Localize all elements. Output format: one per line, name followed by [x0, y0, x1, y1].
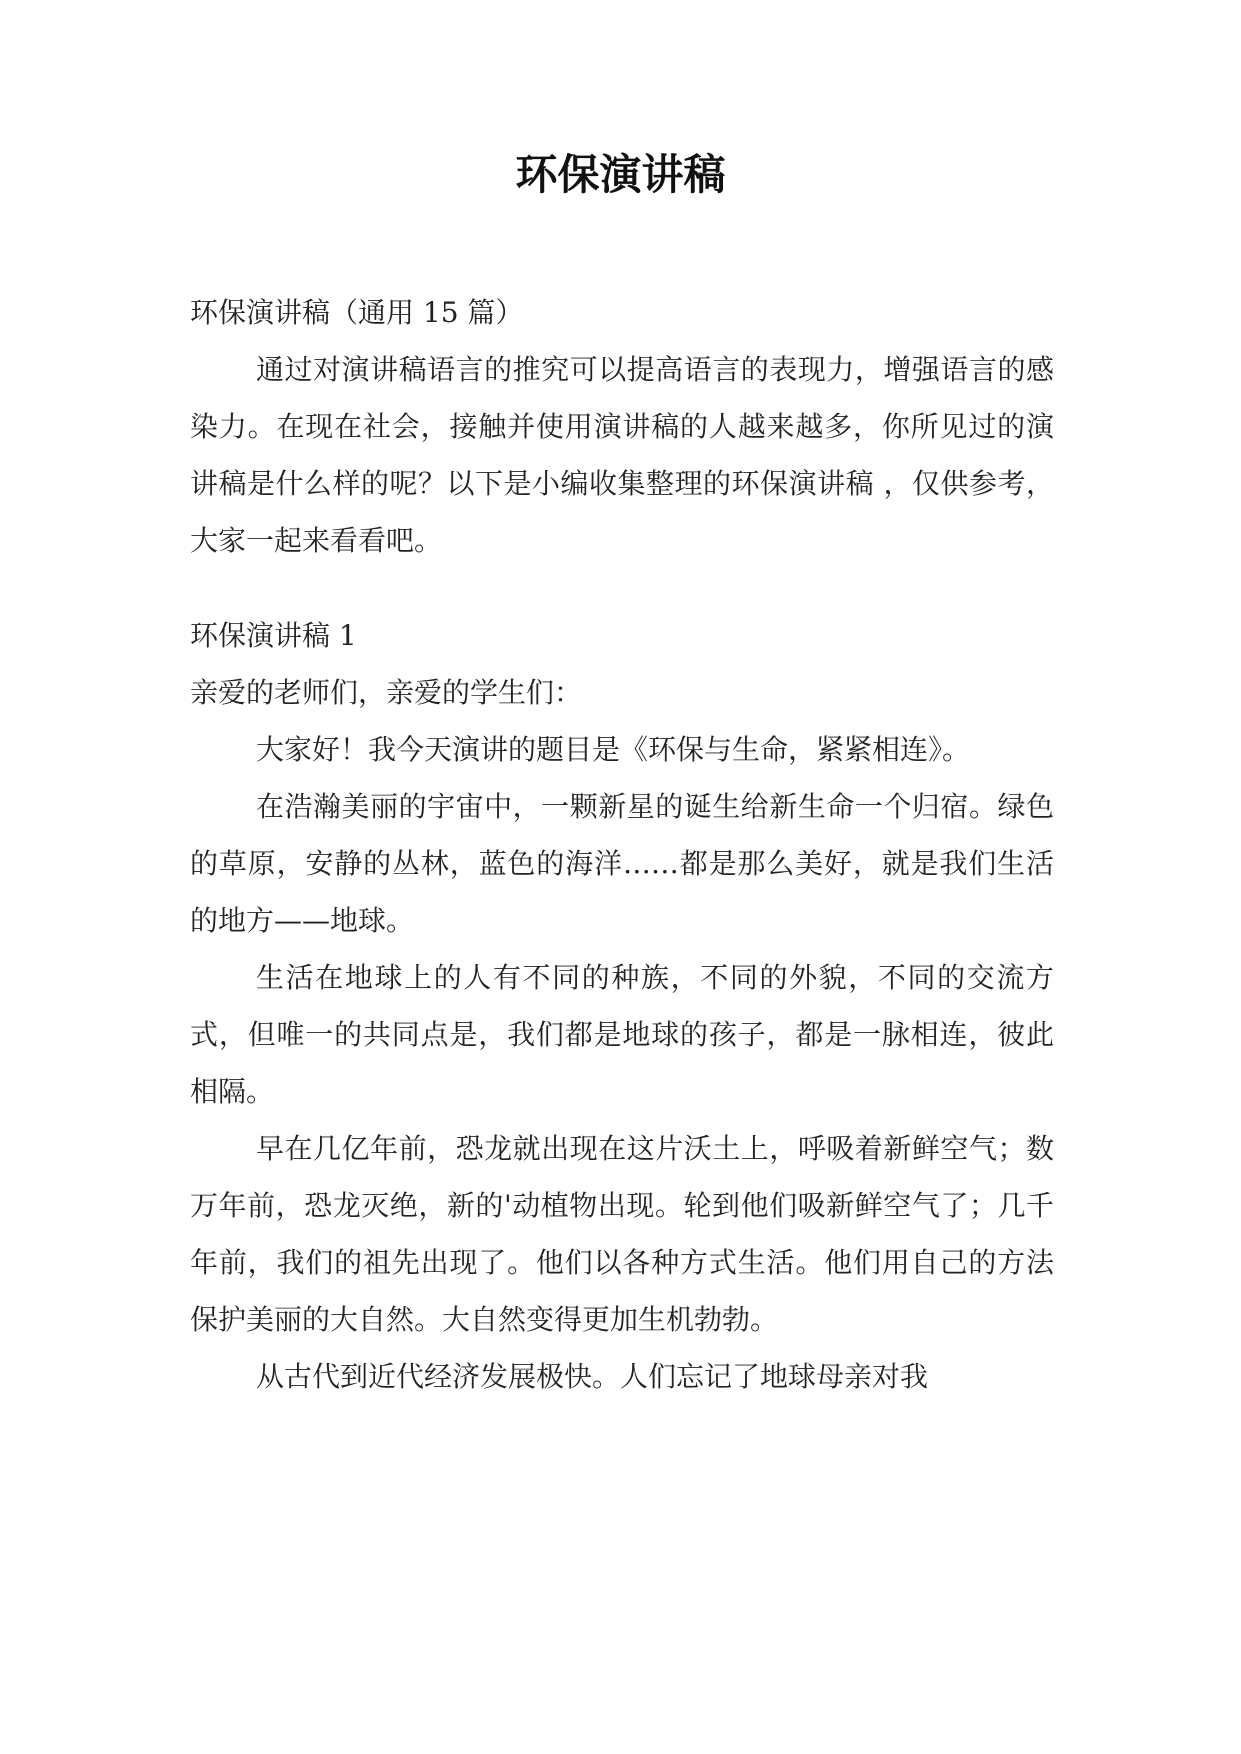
speech-paragraph: 在浩瀚美丽的宇宙中，一颗新星的诞生给新生命一个归宿。绿色的草原，安静的丛林，蓝色的海洋……都是那么美好，就是我们生活的地方——地球。	[190, 790, 1054, 937]
speech-paragraph: 生活在地球上的人有不同的种族，不同的外貌，不同的交流方式，但唯一的共同点是，我们都是地球的孩子，都是一脉相连，彼此相隔。	[190, 961, 1054, 1108]
section-spacer	[190, 569, 1054, 607]
section-heading: 环保演讲稿 1	[190, 619, 357, 652]
intro-paragraph: 通过对演讲稿语言的推究可以提高语言的表现力，增强语言的感染力。在现在社会，接触并使用演讲稿的人越来越多，你所见过的演讲稿是什么样的呢？以下是小编收集整理的环保演讲稿 ，仅供参考，大家一起来看看吧。	[190, 353, 1054, 557]
document-subtitle: 环保演讲稿（通用 15 篇）	[190, 296, 524, 329]
speech-paragraph: 早在几亿年前，恐龙就出现在这片沃土上，呼吸着新鲜空气；数万年前，恐龙灭绝，新的'动植物出现。轮到他们吸新鲜空气了；几千年前，我们的祖先出现了。他们以各种方式生活。他们用自己的方法保护美丽的大自然。大自然变得更加生机勃勃。	[190, 1132, 1054, 1336]
speech-paragraph: 大家好！我今天演讲的题目是《环保与生命，紧紧相连》。	[256, 733, 971, 766]
document-body	[190, 284, 1054, 1405]
document-title: 环保演讲稿	[515, 150, 726, 199]
greeting-line: 亲爱的老师们，亲爱的学生们：	[190, 676, 583, 709]
speech-paragraph: 从古代到近代经济发展极快。人们忘记了地球母亲对我	[256, 1360, 929, 1393]
